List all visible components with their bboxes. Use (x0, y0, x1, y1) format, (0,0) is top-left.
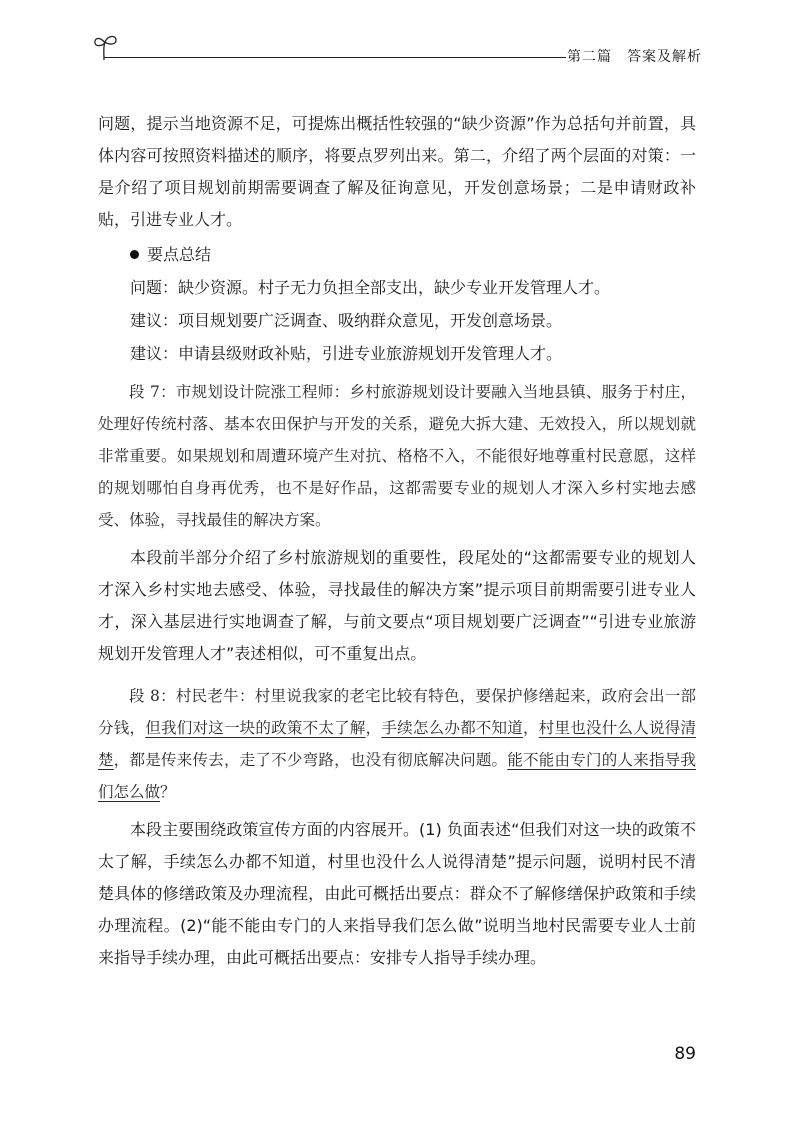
page-header (92, 30, 712, 70)
seg8-text: ， (365, 719, 382, 737)
underlined-phrase: 村里也没什么人说得清楚 (98, 719, 696, 769)
analysis-paragraph-8: 本段主要围绕政策宣传方面的内容展开。(1) 负面表述“但我们对这一块的政策不太了解，手续怎么办都不知道，村里也没什么人说得清楚”提示问题，说明村民不清楚具体的修缮政策及办理流程，由此可概括出要点：群众不了解修缮保护政策和手续办理流程。(2)“能不能由专门的人来指导我们怎么做”说明当地村民需要专业人士前来指导手续办理，由此可概括出要点：安排专人指导手续办理。 (98, 820, 696, 967)
summary-item-suggestion-1: 建议：项目规划要广泛调查、吸纳群众意见，开发创意场景。 (130, 311, 563, 330)
source-paragraph-7: 段 7：市规划设计院涨工程师：乡村旅游规划设计要融入当地县镇、服务于村庄，处理好传统村落、基本农田保护与开发的关系，避免大拆大建、无效投入，所以规划就非常重要。如果规划和周遭环境产生对抗、格格不入，不能很好地尊重村民意愿，这样的规划哪怕自身再优秀，也不是好作品，这都需要专业的规划人才深入乡村实地去感受、体验，寻找最佳的解决方案。 (98, 383, 696, 529)
seg8-text: ？ (160, 783, 176, 801)
analysis-paragraph: 问题，提示当地资源不足，可提炼出概括性较强的“缺少资源”作为总括句并前置，具体内容可按照资料描述的顺序，将要点罗列出来。第二，介绍了两个层面的对策：一是介绍了项目规划前期需要调查了解及征询意见，开发创意场景；二是申请财政补贴，引进专业人才。 (98, 114, 696, 229)
header-title: 第二篇 答案及解析 (567, 49, 702, 65)
header-rule (104, 57, 566, 58)
summary-item-problem: 问题：缺少资源。村子无力负担全部支出，缺少专业开发管理人才。 (130, 278, 611, 297)
analysis-paragraph-7: 本段前半部分介绍了乡村旅游规划的重要性，段尾处的“这都需要专业的规划人才深入乡村实地去感受、体验，寻找最佳的解决方案”提示项目前期需要引进专业人才，深入基层进行实地调查了解，与前文要点“项目规划要广泛调查”“引进专业旅游规划开发管理人才”表述相似，可不重复出点。 (98, 548, 696, 663)
seg8-text: 段 8：村民老牛：村里说我家的老宅比较有特色，要保护修缮起来，政府会出一部分钱， (98, 687, 696, 737)
summary-heading-text: 要点总结 (147, 245, 212, 264)
source-paragraph-8 (98, 680, 696, 808)
underlined-phrase: 但我们对这一块的政策不太了解 (145, 719, 366, 737)
underlined-phrase: 能不能由专门的人来指导我们怎么做 (98, 751, 696, 801)
summary-heading (98, 238, 696, 271)
bullet-icon (130, 250, 139, 259)
underlined-phrase: 手续怎么办都不知道 (381, 719, 524, 737)
page-number: 89 (674, 1044, 696, 1064)
page-body (98, 108, 696, 974)
seg8-text: ， (523, 719, 539, 737)
summary-item-suggestion-2: 建议：申请县级财政补贴，引进专业旅游规划开发管理人才。 (130, 344, 563, 363)
seg8-text: ，都是传来传去，走了不少弯路，也没有彻底解决问题。 (113, 751, 508, 769)
